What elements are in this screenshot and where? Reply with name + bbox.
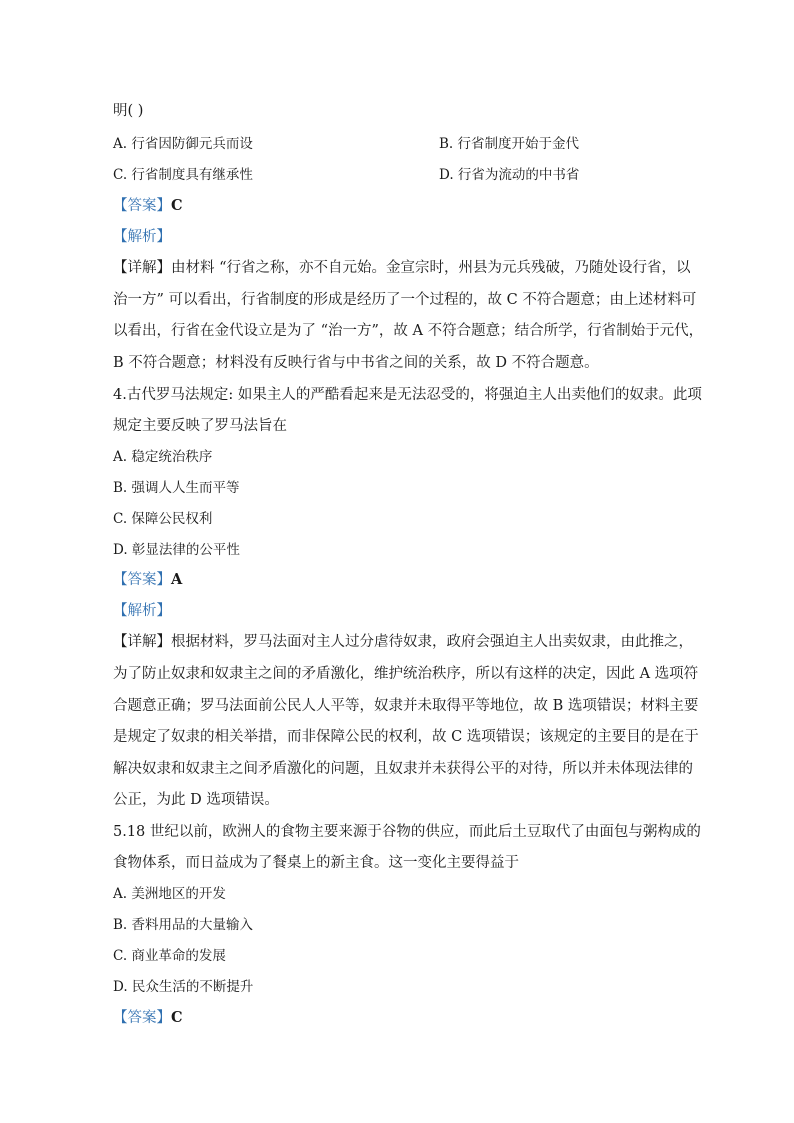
q5-option-c: C. 商业革命的发展 xyxy=(113,948,226,964)
q4-stem-line-2: 规定主要反映了罗马法旨在 xyxy=(113,418,287,434)
q3-detail-text-1: 由材料 “行省之称，亦不自元始。金宣宗时，州县为元兵残破，乃随处设行省，以 xyxy=(171,260,691,276)
q5-stem-line-1: 5.18 世纪以前，欧洲人的食物主要来源于谷物的供应，而此后土豆取代了由面包与粥构成的 xyxy=(113,824,701,840)
q3-answer-label: 【答案】 xyxy=(113,198,171,214)
q4-detail-line-4: 是规定了奴隶的相关举措，而非保障公民的权利，故 C 选项错误；该规定的主要目的是在于 xyxy=(113,729,699,745)
q4-option-c: C. 保障公民权利 xyxy=(113,511,213,527)
q3-detail-line-4: B 不符合题意；材料没有反映行省与中书省之间的关系，故 D 不符合题意。 xyxy=(113,355,599,371)
q4-option-a: A. 稳定统治秩序 xyxy=(113,449,213,465)
q3-answer xyxy=(113,196,183,216)
q5-answer xyxy=(113,1008,183,1028)
q5-answer-label: 【答案】 xyxy=(113,1010,171,1026)
q4-stem-line-1: 4.古代罗马法规定: 如果主人的严酷看起来是无法忍受的，将强迫主人出卖他们的奴隶。此项 xyxy=(113,387,702,403)
q4-detail-line-1 xyxy=(113,632,693,652)
q4-option-d: D. 彰显法律的公平性 xyxy=(113,542,240,558)
q3-stem-tail: 明( ) xyxy=(113,103,144,119)
q5-answer-value: C xyxy=(171,1009,183,1026)
q5-option-b: B. 香料用品的大量输入 xyxy=(113,917,254,933)
q5-stem-line-2: 食物体系，而日益成为了餐桌上的新主食。这一变化主要得益于 xyxy=(113,855,519,871)
q4-detail-label: 【详解】 xyxy=(113,634,171,650)
q3-answer-value: C xyxy=(171,197,183,214)
q4-option-b: B. 强调人人生而平等 xyxy=(113,480,240,496)
q4-detail-line-6: 公正，为此 D 选项错误。 xyxy=(113,792,279,808)
q4-detail-text-1: 根据材料，罗马法面对主人过分虐待奴隶，政府会强迫主人出卖奴隶，由此推之， xyxy=(171,634,693,650)
q4-answer xyxy=(113,570,182,590)
q4-analysis-label: 【解析】 xyxy=(113,603,171,619)
q3-detail-line-1 xyxy=(113,258,691,278)
q3-option-c: C. 行省制度具有继承性 xyxy=(113,167,253,183)
q4-answer-value: A xyxy=(171,571,183,588)
q3-detail-line-3: 以看出，行省在金代设立是为了 “治一方”，故 A 不符合题意；结合所学，行省制始于元代， xyxy=(113,323,704,339)
q3-option-a: A. 行省因防御元兵而设 xyxy=(113,136,253,152)
q5-option-a: A. 美洲地区的开发 xyxy=(113,886,226,902)
q3-option-b: B. 行省制度开始于金代 xyxy=(439,136,580,152)
q4-detail-line-2: 为了防止奴隶和奴隶主之间的矛盾激化，维护统治秩序，所以有这样的决定，因此 A 选项符 xyxy=(113,666,699,682)
q3-detail-label: 【详解】 xyxy=(113,260,171,276)
q4-answer-label: 【答案】 xyxy=(113,572,171,588)
q3-option-d: D. 行省为流动的中书省 xyxy=(439,167,580,183)
q3-detail-line-2: 治一方” 可以看出，行省制度的形成是经历了一个过程的，故 C 不符合题意；由上述材料可 xyxy=(113,292,697,308)
q4-detail-line-3: 合题意正确；罗马法面前公民人人平等，奴隶并未取得平等地位，故 B 选项错误；材料主要 xyxy=(113,698,699,714)
q3-analysis-label: 【解析】 xyxy=(113,229,171,245)
q5-option-d: D. 民众生活的不断提升 xyxy=(113,979,254,995)
q4-detail-line-5: 解决奴隶和奴隶主之间矛盾激化的问题，且奴隶并未获得公平的对待，所以并未体现法律的 xyxy=(113,761,693,777)
